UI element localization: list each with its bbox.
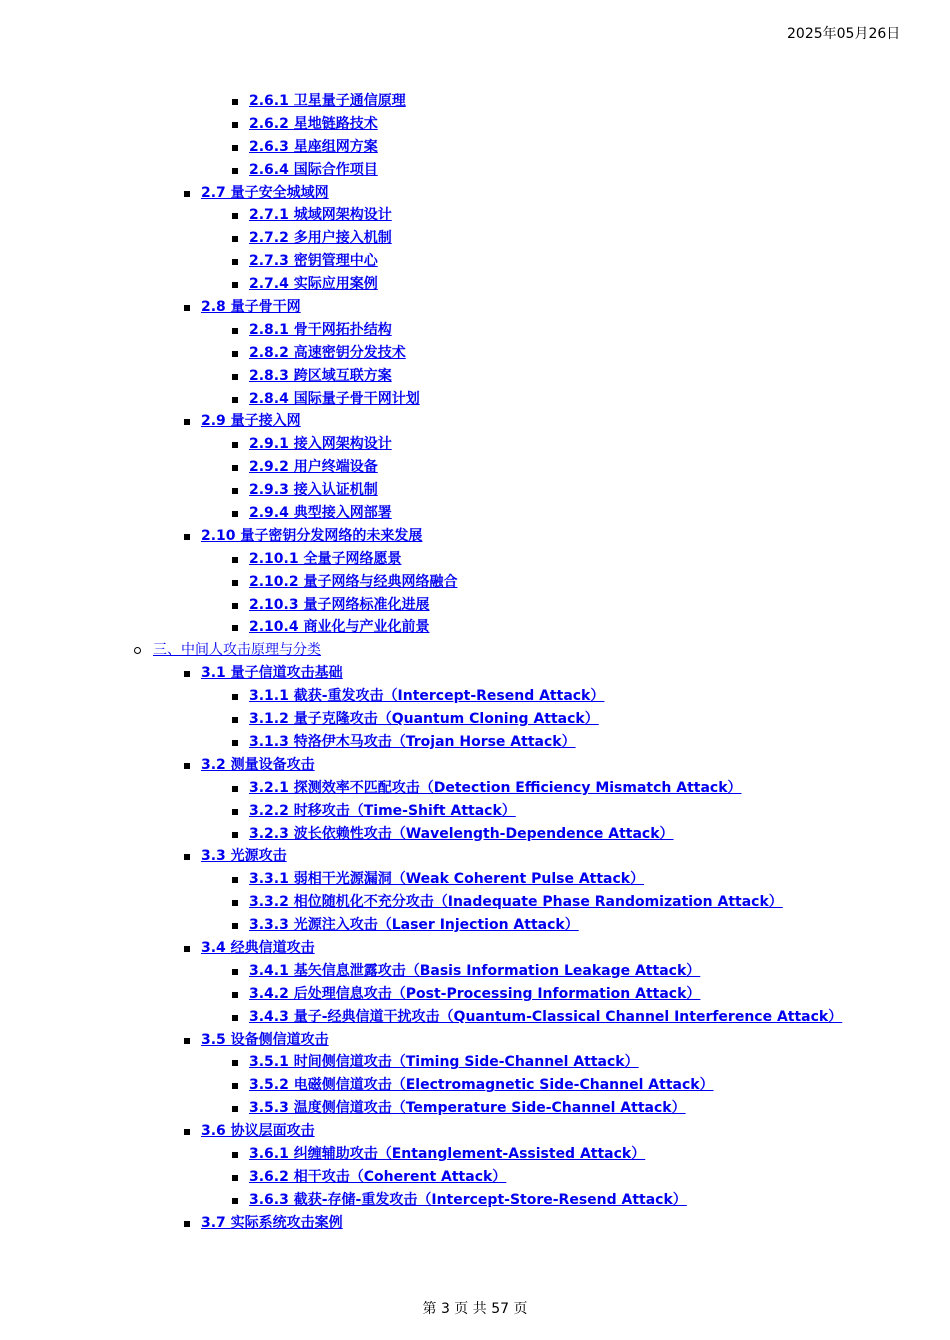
square-bullet-icon — [232, 328, 238, 334]
toc-link[interactable]: 2.10 量子密钥分发网络的未来发展 — [201, 527, 423, 544]
toc-entry — [0, 227, 950, 250]
toc-link[interactable]: 2.7.1 城域网架构设计 — [249, 207, 392, 224]
square-bullet-icon — [184, 1129, 190, 1135]
square-bullet-icon — [232, 992, 238, 998]
square-bullet-icon — [232, 1083, 238, 1089]
toc-link[interactable]: 2.7.4 实际应用案例 — [249, 276, 378, 293]
square-bullet-icon — [184, 946, 190, 952]
square-bullet-icon — [232, 465, 238, 471]
toc-entry — [0, 1051, 950, 1074]
square-bullet-icon — [232, 717, 238, 723]
square-bullet-icon — [232, 923, 238, 929]
toc-entry — [0, 113, 950, 136]
toc-entry — [0, 983, 950, 1006]
toc-link[interactable]: 2.8.1 骨干网拓扑结构 — [249, 321, 392, 338]
toc-link[interactable]: 2.7 量子安全城域网 — [201, 184, 329, 201]
toc-entry — [0, 1097, 950, 1120]
toc-entry — [0, 708, 950, 731]
toc-link[interactable]: 2.9.1 接入网架构设计 — [249, 436, 392, 453]
toc-link[interactable]: 2.7.2 多用户接入机制 — [249, 230, 392, 247]
square-bullet-icon — [232, 1060, 238, 1066]
toc-entry — [0, 777, 950, 800]
toc-link[interactable]: 3.2.2 时移攻击（Time-Shift Attack） — [249, 802, 516, 819]
square-bullet-icon — [184, 671, 190, 677]
page-number: 第 3 页 共 57 页 — [422, 1301, 528, 1317]
toc-entry — [0, 639, 950, 662]
toc-link[interactable]: 2.9.3 接入认证机制 — [249, 482, 378, 499]
toc-link[interactable]: 3.3.3 光源注入攻击（Laser Injection Attack） — [249, 917, 579, 934]
square-bullet-icon — [232, 832, 238, 838]
toc-entry — [0, 754, 950, 777]
square-bullet-icon — [232, 488, 238, 494]
toc-entry — [0, 410, 950, 433]
table-of-contents — [0, 90, 950, 1235]
toc-link[interactable]: 3.6.1 纠缠辅助攻击（Entanglement-Assisted Attack） — [249, 1145, 646, 1162]
toc-link[interactable]: 3.4.1 基矢信息泄露攻击（Basis Information Leakage Attack） — [249, 962, 701, 979]
toc-entry — [0, 594, 950, 617]
toc-entry — [0, 914, 950, 937]
toc-link[interactable]: 2.6.1 卫星量子通信原理 — [249, 93, 406, 109]
toc-link[interactable]: 3.6 协议层面攻击 — [201, 1123, 315, 1140]
toc-link[interactable]: 2.6.4 国际合作项目 — [249, 161, 378, 178]
square-bullet-icon — [184, 1038, 190, 1044]
toc-link[interactable]: 3.4.3 量子-经典信道干扰攻击（Quantum-Classical Channel Interference Attack） — [249, 1008, 843, 1025]
toc-entry — [0, 937, 950, 960]
toc-link[interactable]: 3.3.2 相位随机化不充分攻击（Inadequate Phase Randomization Attack） — [249, 894, 783, 911]
square-bullet-icon — [232, 809, 238, 815]
square-bullet-icon — [184, 763, 190, 769]
square-bullet-icon — [232, 603, 238, 609]
square-bullet-icon — [184, 419, 190, 425]
toc-entry — [0, 823, 950, 846]
square-bullet-icon — [232, 786, 238, 792]
toc-link[interactable]: 2.9.4 典型接入网部署 — [249, 505, 392, 522]
toc-entry — [0, 662, 950, 685]
toc-link[interactable]: 3.1.2 量子克隆攻击（Quantum Cloning Attack） — [249, 711, 599, 728]
square-bullet-icon — [232, 99, 238, 105]
square-bullet-icon — [232, 877, 238, 883]
toc-entry — [0, 1143, 950, 1166]
square-bullet-icon — [232, 397, 238, 403]
square-bullet-icon — [232, 900, 238, 906]
square-bullet-icon — [232, 351, 238, 357]
toc-entry — [0, 891, 950, 914]
square-bullet-icon — [232, 969, 238, 975]
toc-link[interactable]: 2.10.3 量子网络标准化进展 — [249, 596, 430, 613]
square-bullet-icon — [232, 740, 238, 746]
toc-link[interactable]: 3.5.1 时间侧信道攻击（Timing Side-Channel Attack） — [249, 1054, 639, 1071]
square-bullet-icon — [232, 168, 238, 174]
toc-entry — [0, 1029, 950, 1052]
toc-entry — [0, 1189, 950, 1212]
toc-link[interactable]: 3.4 经典信道攻击 — [201, 939, 315, 956]
toc-link[interactable]: 3.2.1 探测效率不匹配攻击（Detection Efficiency Mismatch Attack） — [249, 779, 742, 796]
toc-link[interactable]: 3.4.2 后处理信息攻击（Post-Processing Information Attack） — [249, 985, 701, 1002]
toc-entry — [0, 250, 950, 273]
toc-entry — [0, 296, 950, 319]
toc-entry — [0, 1074, 950, 1097]
square-bullet-icon — [184, 854, 190, 860]
toc-entry — [0, 136, 950, 159]
print-date: 2025年05月26日 — [787, 26, 901, 42]
square-bullet-icon — [184, 305, 190, 311]
toc-link[interactable]: 2.7.3 密钥管理中心 — [249, 253, 378, 270]
toc-link[interactable]: 2.8.3 跨区域互联方案 — [249, 367, 392, 384]
hollow-bullet-icon — [134, 647, 141, 654]
toc-entry — [0, 90, 950, 113]
toc-link[interactable]: 2.6.2 星地链路技术 — [249, 115, 378, 132]
square-bullet-icon — [232, 282, 238, 288]
toc-entry — [0, 204, 950, 227]
square-bullet-icon — [232, 259, 238, 265]
toc-entry — [0, 182, 950, 205]
toc-link[interactable]: 3.3 光源攻击 — [201, 848, 287, 865]
square-bullet-icon — [232, 145, 238, 151]
square-bullet-icon — [232, 511, 238, 517]
toc-entry — [0, 1006, 950, 1029]
toc-link[interactable]: 2.10.1 全量子网络愿景 — [249, 550, 402, 567]
toc-link[interactable]: 3.5.2 电磁侧信道攻击（Electromagnetic Side-Channel Attack） — [249, 1077, 714, 1094]
toc-link[interactable]: 3.3.1 弱相干光源漏洞（Weak Coherent Pulse Attack） — [249, 871, 645, 888]
square-bullet-icon — [232, 1015, 238, 1021]
toc-entry — [0, 319, 950, 342]
square-bullet-icon — [184, 534, 190, 540]
toc-entry — [0, 525, 950, 548]
toc-entry — [0, 960, 950, 983]
toc-entry — [0, 388, 950, 411]
square-bullet-icon — [232, 557, 238, 563]
toc-entry — [0, 342, 950, 365]
square-bullet-icon — [232, 694, 238, 700]
toc-link[interactable]: 2.9.2 用户终端设备 — [249, 459, 378, 476]
toc-link[interactable]: 3.1 量子信道攻击基础 — [201, 665, 343, 682]
square-bullet-icon — [184, 191, 190, 197]
toc-link[interactable]: 3.1.1 截获-重发攻击（Intercept-Resend Attack） — [249, 688, 605, 705]
toc-entry — [0, 868, 950, 891]
toc-link[interactable]: 3.2.3 波长依赖性攻击（Wavelength-Dependence Attack） — [249, 825, 674, 842]
toc-entry — [0, 433, 950, 456]
toc-entry — [0, 845, 950, 868]
toc-entry — [0, 502, 950, 525]
toc-entry — [0, 731, 950, 754]
square-bullet-icon — [232, 442, 238, 448]
toc-link[interactable]: 2.9 量子接入网 — [201, 413, 301, 430]
square-bullet-icon — [232, 122, 238, 128]
toc-link[interactable]: 3.7 实际系统攻击案例 — [201, 1214, 343, 1231]
square-bullet-icon — [232, 1106, 238, 1112]
square-bullet-icon — [232, 1198, 238, 1204]
toc-entry — [0, 456, 950, 479]
toc-link[interactable]: 2.6.3 星座组网方案 — [249, 138, 378, 155]
toc-link[interactable]: 2.8.2 高速密钥分发技术 — [249, 344, 406, 361]
toc-entry — [0, 685, 950, 708]
toc-entry — [0, 1120, 950, 1143]
toc-link[interactable]: 2.8 量子骨干网 — [201, 299, 301, 316]
square-bullet-icon — [232, 213, 238, 219]
toc-link[interactable]: 2.10.4 商业化与产业化前景 — [249, 619, 430, 636]
toc-entry — [0, 479, 950, 502]
toc-link[interactable]: 2.10.2 量子网络与经典网络融合 — [249, 573, 458, 590]
toc-link[interactable]: 3.5.3 温度侧信道攻击（Temperature Side-Channel Attack） — [249, 1100, 686, 1117]
toc-link[interactable]: 3.6.2 相干攻击（Coherent Attack） — [249, 1168, 507, 1185]
toc-entry — [0, 1166, 950, 1189]
square-bullet-icon — [232, 374, 238, 380]
toc-entry — [0, 1212, 950, 1235]
square-bullet-icon — [232, 1175, 238, 1181]
toc-entry — [0, 548, 950, 571]
toc-entry — [0, 365, 950, 388]
toc-link[interactable]: 3.1.3 特洛伊木马攻击（Trojan Horse Attack） — [249, 733, 576, 750]
square-bullet-icon — [232, 580, 238, 586]
toc-link[interactable]: 3.6.3 截获-存储-重发攻击（Intercept-Store-Resend Attack） — [249, 1191, 687, 1208]
square-bullet-icon — [184, 1221, 190, 1227]
square-bullet-icon — [232, 1152, 238, 1158]
toc-entry — [0, 616, 950, 639]
toc-entry — [0, 571, 950, 594]
toc-link[interactable]: 三、中间人攻击原理与分类 — [153, 642, 321, 659]
square-bullet-icon — [232, 625, 238, 631]
toc-entry — [0, 159, 950, 182]
toc-link[interactable]: 3.2 测量设备攻击 — [201, 756, 315, 773]
toc-link[interactable]: 2.8.4 国际量子骨干网计划 — [249, 390, 420, 407]
square-bullet-icon — [232, 236, 238, 242]
toc-link[interactable]: 3.5 设备侧信道攻击 — [201, 1031, 329, 1048]
toc-entry — [0, 800, 950, 823]
toc-entry — [0, 273, 950, 296]
